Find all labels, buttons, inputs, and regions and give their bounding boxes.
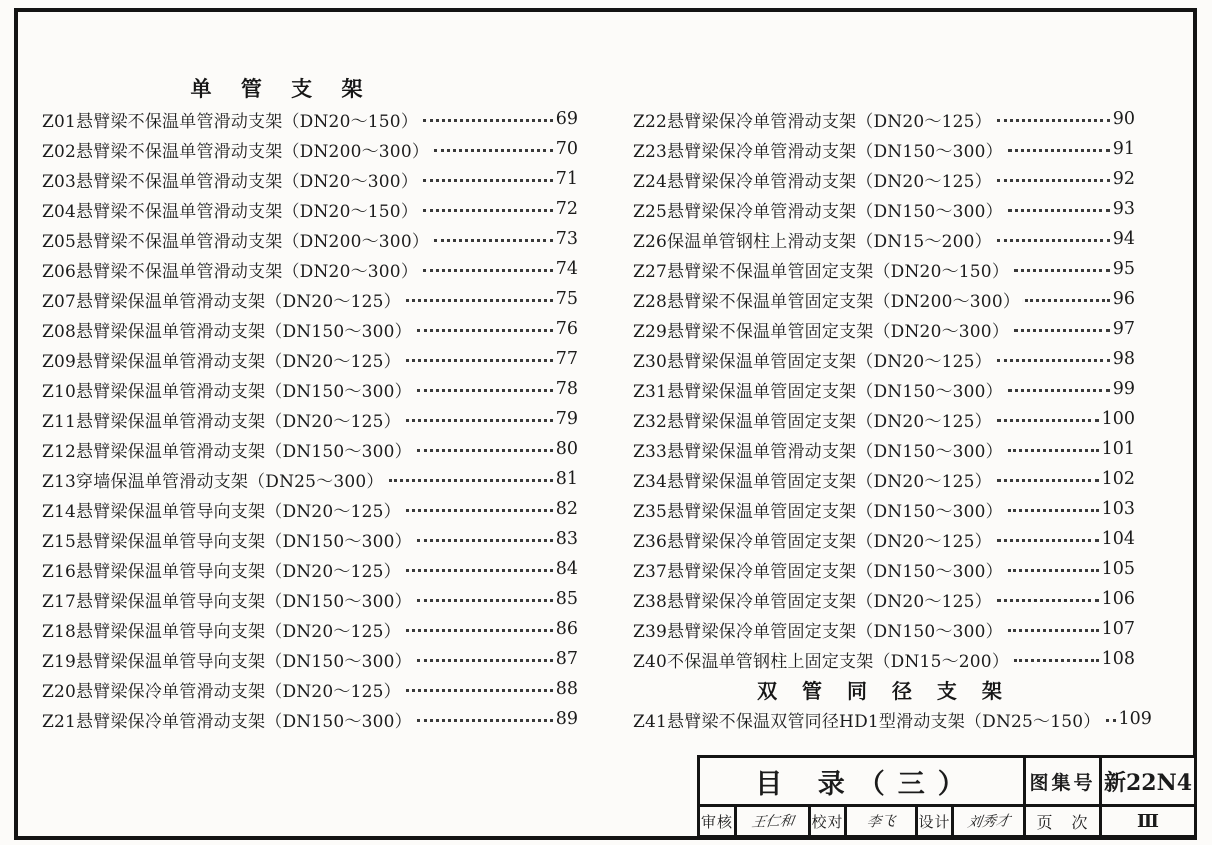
toc-entry — [633, 164, 1135, 194]
entry-title: Z35悬臂梁保温单管固定支架（DN150～300） — [633, 501, 1003, 522]
proofreader-label: 校对 — [808, 804, 844, 835]
dot-leader — [1008, 629, 1099, 632]
dot-leader — [434, 239, 553, 242]
dot-leader — [434, 149, 553, 152]
entry-title: Z21悬臂梁保冷单管滑动支架（DN150～300） — [42, 711, 412, 732]
entry-title: Z30悬臂梁保温单管固定支架（DN20～125） — [633, 351, 992, 372]
entry-page-number: 86 — [555, 619, 578, 639]
entry-title: Z19悬臂梁保温单管导向支架（DN150～300） — [42, 651, 412, 672]
toc-right-entries — [633, 104, 1152, 734]
entry-page-number: 104 — [1101, 529, 1135, 549]
entry-title: Z09悬臂梁保温单管滑动支架（DN20～125） — [42, 351, 401, 372]
entry-page-number: 99 — [1112, 379, 1135, 399]
toc-entry — [42, 134, 578, 164]
entry-title: Z28悬臂梁不保温单管固定支架（DN200～300） — [633, 291, 1021, 312]
dot-leader — [423, 119, 553, 122]
toc-right-column — [633, 104, 1152, 734]
entry-title: Z06悬臂梁不保温单管滑动支架（DN20～300） — [42, 261, 419, 282]
entry-title: Z10悬臂梁保温单管滑动支架（DN150～300） — [42, 381, 412, 402]
toc-entry — [633, 524, 1135, 554]
entry-page-number: 76 — [555, 319, 578, 339]
page-number-value: Ⅲ — [1099, 804, 1194, 835]
entry-page-number: 71 — [555, 169, 578, 189]
entry-page-number: 91 — [1112, 139, 1135, 159]
atlas-number-value: 新22N4 — [1099, 758, 1194, 804]
toc-entry — [42, 284, 578, 314]
toc-entry — [42, 374, 578, 404]
toc-entry — [42, 344, 578, 374]
dot-leader — [1014, 329, 1110, 332]
toc-entry — [633, 374, 1135, 404]
entry-title: Z13穿墙保温单管滑动支架（DN25～300） — [42, 471, 384, 492]
entry-title: Z01悬臂梁不保温单管滑动支架（DN20～150） — [42, 111, 419, 132]
toc-entry — [42, 194, 578, 224]
dot-leader — [997, 179, 1110, 182]
toc-entry — [42, 494, 578, 524]
dot-leader — [417, 329, 553, 332]
toc-entry — [633, 494, 1135, 524]
toc-entry — [42, 674, 578, 704]
dot-leader — [997, 239, 1110, 242]
toc-entry — [633, 224, 1135, 254]
entry-title: Z11悬臂梁保温单管滑动支架（DN20～125） — [42, 411, 401, 432]
entry-title: Z37悬臂梁保冷单管固定支架（DN150～300） — [633, 561, 1003, 582]
dot-leader — [423, 269, 553, 272]
dot-leader — [997, 539, 1099, 542]
entry-page-number: 80 — [555, 439, 578, 459]
entry-title: Z25悬臂梁保冷单管滑动支架（DN150～300） — [633, 201, 1003, 222]
entry-page-number: 108 — [1101, 649, 1135, 669]
entry-page-number: 88 — [555, 679, 578, 699]
toc-left-entries — [42, 104, 578, 734]
entry-page-number: 70 — [555, 139, 578, 159]
entry-page-number: 73 — [555, 229, 578, 249]
dot-leader — [406, 629, 553, 632]
entry-page-number: 96 — [1112, 289, 1135, 309]
dot-leader — [417, 389, 553, 392]
toc-entry — [42, 644, 578, 674]
dot-leader — [1008, 509, 1099, 512]
entry-title: Z41悬臂梁不保温双管同径HD1型滑动支架（DN25～150） — [633, 711, 1101, 732]
entry-title: Z07悬臂梁保温单管滑动支架（DN20～125） — [42, 291, 401, 312]
entry-title: Z31悬臂梁保温单管固定支架（DN150～300） — [633, 381, 1003, 402]
dot-leader — [1106, 719, 1116, 722]
dot-leader — [406, 689, 553, 692]
toc-entry — [42, 254, 578, 284]
entry-title: Z27悬臂梁不保温单管固定支架（DN20～150） — [633, 261, 1010, 282]
atlas-number-label: 图集号 — [1023, 758, 1099, 804]
entry-title: Z05悬臂梁不保温单管滑动支架（DN200～300） — [42, 231, 430, 252]
toc-entry — [633, 104, 1135, 134]
proofreader-signature: 李飞 — [844, 804, 915, 835]
dot-leader — [997, 119, 1110, 122]
entry-page-number: 74 — [555, 259, 578, 279]
entry-title: Z12悬臂梁保温单管滑动支架（DN150～300） — [42, 441, 412, 462]
entry-page-number: 87 — [555, 649, 578, 669]
dot-leader — [417, 539, 553, 542]
toc-entry — [633, 254, 1135, 284]
page-number-label: 页 次 — [1023, 804, 1099, 835]
dot-leader — [417, 659, 553, 662]
dot-leader — [1008, 149, 1110, 152]
entry-page-number: 85 — [555, 589, 578, 609]
entry-page-number: 94 — [1112, 229, 1135, 249]
entry-title: Z29悬臂梁不保温单管固定支架（DN20～300） — [633, 321, 1010, 342]
entry-page-number: 69 — [555, 109, 578, 129]
dot-leader — [997, 419, 1099, 422]
toc-entry — [42, 164, 578, 194]
dot-leader — [406, 569, 553, 572]
toc-entry — [633, 194, 1135, 224]
toc-entry — [42, 404, 578, 434]
toc-entry — [42, 704, 578, 734]
toc-entry — [633, 464, 1135, 494]
entry-page-number: 103 — [1101, 499, 1135, 519]
entry-title: Z14悬臂梁保温单管导向支架（DN20～125） — [42, 501, 401, 522]
designer-signature: 刘秀才 — [951, 804, 1023, 835]
dot-leader — [417, 719, 553, 722]
entry-title: Z17悬臂梁保温单管导向支架（DN150～300） — [42, 591, 412, 612]
toc-entry — [633, 614, 1135, 644]
dot-leader — [406, 299, 553, 302]
entry-page-number: 72 — [555, 199, 578, 219]
toc-entry — [633, 434, 1135, 464]
dot-leader — [389, 479, 553, 482]
entry-title: Z26保温单管钢柱上滑动支架（DN15～200） — [633, 231, 992, 252]
toc-entry — [42, 224, 578, 254]
entry-page-number: 93 — [1112, 199, 1135, 219]
dot-leader — [997, 359, 1110, 362]
entry-page-number: 92 — [1112, 169, 1135, 189]
toc-entry — [633, 704, 1152, 734]
entry-title: Z40不保温单管钢柱上固定支架（DN15～200） — [633, 651, 1010, 672]
entry-title: Z02悬臂梁不保温单管滑动支架（DN200～300） — [42, 141, 430, 162]
dot-leader — [406, 359, 553, 362]
entry-title: Z34悬臂梁保温单管固定支架（DN20～125） — [633, 471, 992, 492]
entry-page-number: 90 — [1112, 109, 1135, 129]
entry-page-number: 100 — [1101, 409, 1135, 429]
entry-page-number: 78 — [555, 379, 578, 399]
entry-page-number: 98 — [1112, 349, 1135, 369]
toc-entry — [42, 614, 578, 644]
toc-entry — [633, 584, 1135, 614]
toc-entry — [42, 314, 578, 344]
toc-entry — [633, 134, 1135, 164]
entry-page-number: 109 — [1118, 709, 1152, 729]
dot-leader — [417, 449, 553, 452]
dot-leader — [997, 599, 1099, 602]
entry-title: Z36悬臂梁保冷单管固定支架（DN20～125） — [633, 531, 992, 552]
entry-page-number: 83 — [555, 529, 578, 549]
section-header-single-pipe-supports: 单 管 支 架 — [190, 75, 374, 101]
title-block-title: 目 录（三） — [755, 768, 978, 800]
dot-leader — [406, 419, 553, 422]
entry-page-number: 89 — [555, 709, 578, 729]
toc-left-column — [42, 71, 578, 734]
toc-entry — [633, 344, 1135, 374]
dot-leader — [1014, 269, 1110, 272]
entry-title: Z38悬臂梁保冷单管固定支架（DN20～125） — [633, 591, 992, 612]
entry-title: Z39悬臂梁保冷单管固定支架（DN150～300） — [633, 621, 1003, 642]
toc-entry — [42, 584, 578, 614]
entry-page-number: 84 — [555, 559, 578, 579]
reviewer-label: 审核 — [700, 804, 734, 835]
entry-title: Z22悬臂梁保冷单管滑动支架（DN20～125） — [633, 111, 992, 132]
dot-leader — [1008, 449, 1099, 452]
section-header-double-pipe-supports: 双 管 同 径 支 架 — [757, 678, 1011, 703]
entry-title: Z16悬臂梁保温单管导向支架（DN20～125） — [42, 561, 401, 582]
entry-page-number: 95 — [1112, 259, 1135, 279]
toc-entry — [42, 434, 578, 464]
entry-title: Z32悬臂梁保温单管固定支架（DN20～125） — [633, 411, 992, 432]
toc-entry — [633, 314, 1135, 344]
entry-page-number: 77 — [555, 349, 578, 369]
entry-page-number: 79 — [555, 409, 578, 429]
dot-leader — [406, 509, 553, 512]
entry-page-number: 82 — [555, 499, 578, 519]
dot-leader — [1025, 299, 1110, 302]
entry-page-number: 102 — [1101, 469, 1135, 489]
dot-leader — [1014, 659, 1099, 662]
dot-leader — [1008, 209, 1110, 212]
dot-leader — [997, 479, 1099, 482]
entry-title: Z03悬臂梁不保温单管滑动支架（DN20～300） — [42, 171, 419, 192]
dot-leader — [423, 179, 553, 182]
title-block — [697, 755, 1197, 838]
entry-page-number: 107 — [1101, 619, 1135, 639]
toc-entry — [633, 554, 1135, 584]
entry-title: Z33悬臂梁保温单管滑动支架（DN150～300） — [633, 441, 1003, 462]
toc-entry — [42, 104, 578, 134]
dot-leader — [423, 209, 553, 212]
entry-page-number: 75 — [555, 289, 578, 309]
entry-title: Z04悬臂梁不保温单管滑动支架（DN20～150） — [42, 201, 419, 222]
entry-title: Z24悬臂梁保冷单管滑动支架（DN20～125） — [633, 171, 992, 192]
toc-entry — [633, 404, 1135, 434]
entry-title: Z18悬臂梁保温单管导向支架（DN20～125） — [42, 621, 401, 642]
entry-page-number: 105 — [1101, 559, 1135, 579]
entry-page-number: 106 — [1101, 589, 1135, 609]
entry-title: Z08悬臂梁保温单管滑动支架（DN150～300） — [42, 321, 412, 342]
entry-page-number: 97 — [1112, 319, 1135, 339]
toc-entry — [42, 464, 578, 494]
toc-entry — [633, 284, 1135, 314]
dot-leader — [1008, 569, 1099, 572]
toc-entry — [42, 524, 578, 554]
reviewer-signature: 王仁和 — [734, 804, 808, 835]
entry-title: Z20悬臂梁保冷单管滑动支架（DN20～125） — [42, 681, 401, 702]
toc-entry — [633, 644, 1135, 674]
entry-title: Z15悬臂梁保温单管导向支架（DN150～300） — [42, 531, 412, 552]
toc-entry — [42, 554, 578, 584]
dot-leader — [1008, 389, 1110, 392]
entry-title: Z23悬臂梁保冷单管滑动支架（DN150～300） — [633, 141, 1003, 162]
entry-page-number: 101 — [1101, 439, 1135, 459]
designer-label: 设计 — [915, 804, 951, 835]
dot-leader — [417, 599, 553, 602]
entry-page-number: 81 — [555, 469, 578, 489]
